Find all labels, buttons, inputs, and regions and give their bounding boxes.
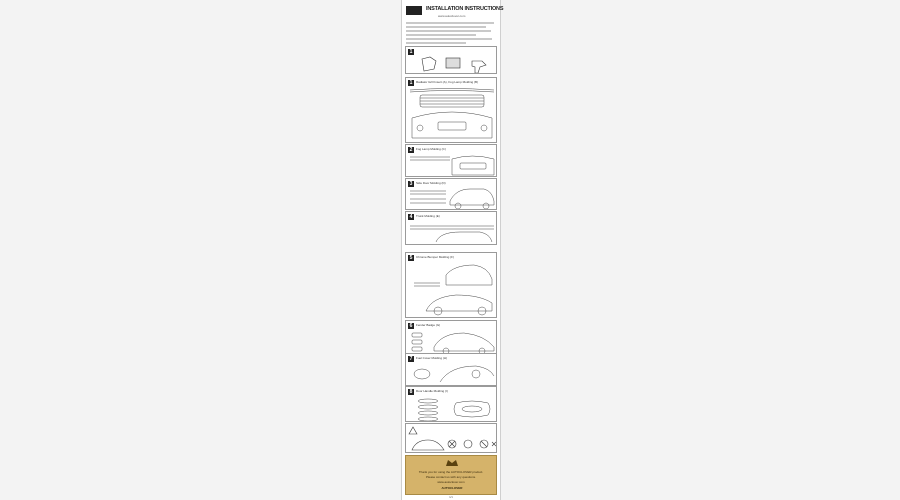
document-title: INSTALLATION INSTRUCTIONS [426, 6, 504, 12]
instruction-sheet [401, 0, 504, 500]
step-panel-bumper [405, 252, 497, 318]
bumper-illustration [406, 253, 497, 318]
trunk-illustration [406, 212, 497, 245]
fender-illustration [406, 321, 497, 354]
grill-illustration [406, 78, 497, 143]
step-number: 6 [409, 323, 413, 329]
warning-illustration [406, 424, 497, 453]
step-label: Side Door Molding (D) [416, 181, 446, 185]
step-label: Fuel Cover Molding (H) [416, 356, 448, 360]
brand-logo [406, 6, 422, 15]
promo-line-3: www.autoclover.com [437, 480, 465, 484]
promo-banner [405, 455, 497, 495]
handle-illustration [406, 387, 497, 422]
note-line [406, 42, 466, 44]
step-panel-trunk [405, 211, 497, 245]
warning-panel [405, 423, 497, 453]
step-number: 1 [409, 80, 413, 86]
sidedoor-illustration [406, 179, 497, 210]
note-line [406, 34, 476, 36]
step-number: 8 [409, 389, 413, 395]
fuel-illustration [406, 354, 497, 386]
note-line [406, 38, 492, 40]
document-subtitle: www.autoclover.com [438, 14, 466, 18]
step-panel-grill [405, 77, 497, 143]
step-number: 1 [409, 49, 413, 55]
note-line [406, 26, 486, 28]
step-number: 7 [409, 356, 413, 362]
step-panel-handle [405, 386, 497, 422]
step-panel-fender [405, 320, 497, 354]
step-number: 2 [409, 147, 413, 153]
note-line [406, 22, 494, 24]
step-label: Radiator Grill Insert (A), Fog Lamp Molding (B) [416, 80, 479, 84]
step-panel-foglamp [405, 144, 497, 177]
note-line [406, 30, 491, 32]
page-number: 1/1 [449, 496, 453, 499]
promo-line-2: Please contact us with any questions. [425, 475, 477, 479]
step-label: Trunk Molding (E) [416, 214, 440, 218]
document-header [406, 6, 504, 46]
tools-illustration [406, 47, 497, 74]
step-label: Door Handle Molding (I) [416, 389, 448, 393]
step-panel-tools [405, 46, 497, 74]
step-label: Fender Badge (G) [416, 323, 441, 327]
step-label: Fog Lamp Molding (C) [416, 147, 446, 151]
step-number: 3 [409, 181, 413, 187]
promo-brand: AUTOCLOVER [441, 486, 463, 490]
crown-emblem [406, 458, 498, 468]
foglamp-illustration [406, 145, 497, 177]
step-panel-sidedoor [405, 178, 497, 210]
step-label: Chrome Bumper Molding (F) [416, 255, 455, 259]
promo-line-1: Thank you for using the AUTOCLOVER product. [418, 470, 484, 474]
warning-icon [409, 427, 417, 434]
step-number: 4 [409, 214, 413, 220]
caution-notes [406, 20, 496, 46]
step-panel-fuel [405, 353, 497, 386]
step-number: 5 [409, 255, 413, 261]
